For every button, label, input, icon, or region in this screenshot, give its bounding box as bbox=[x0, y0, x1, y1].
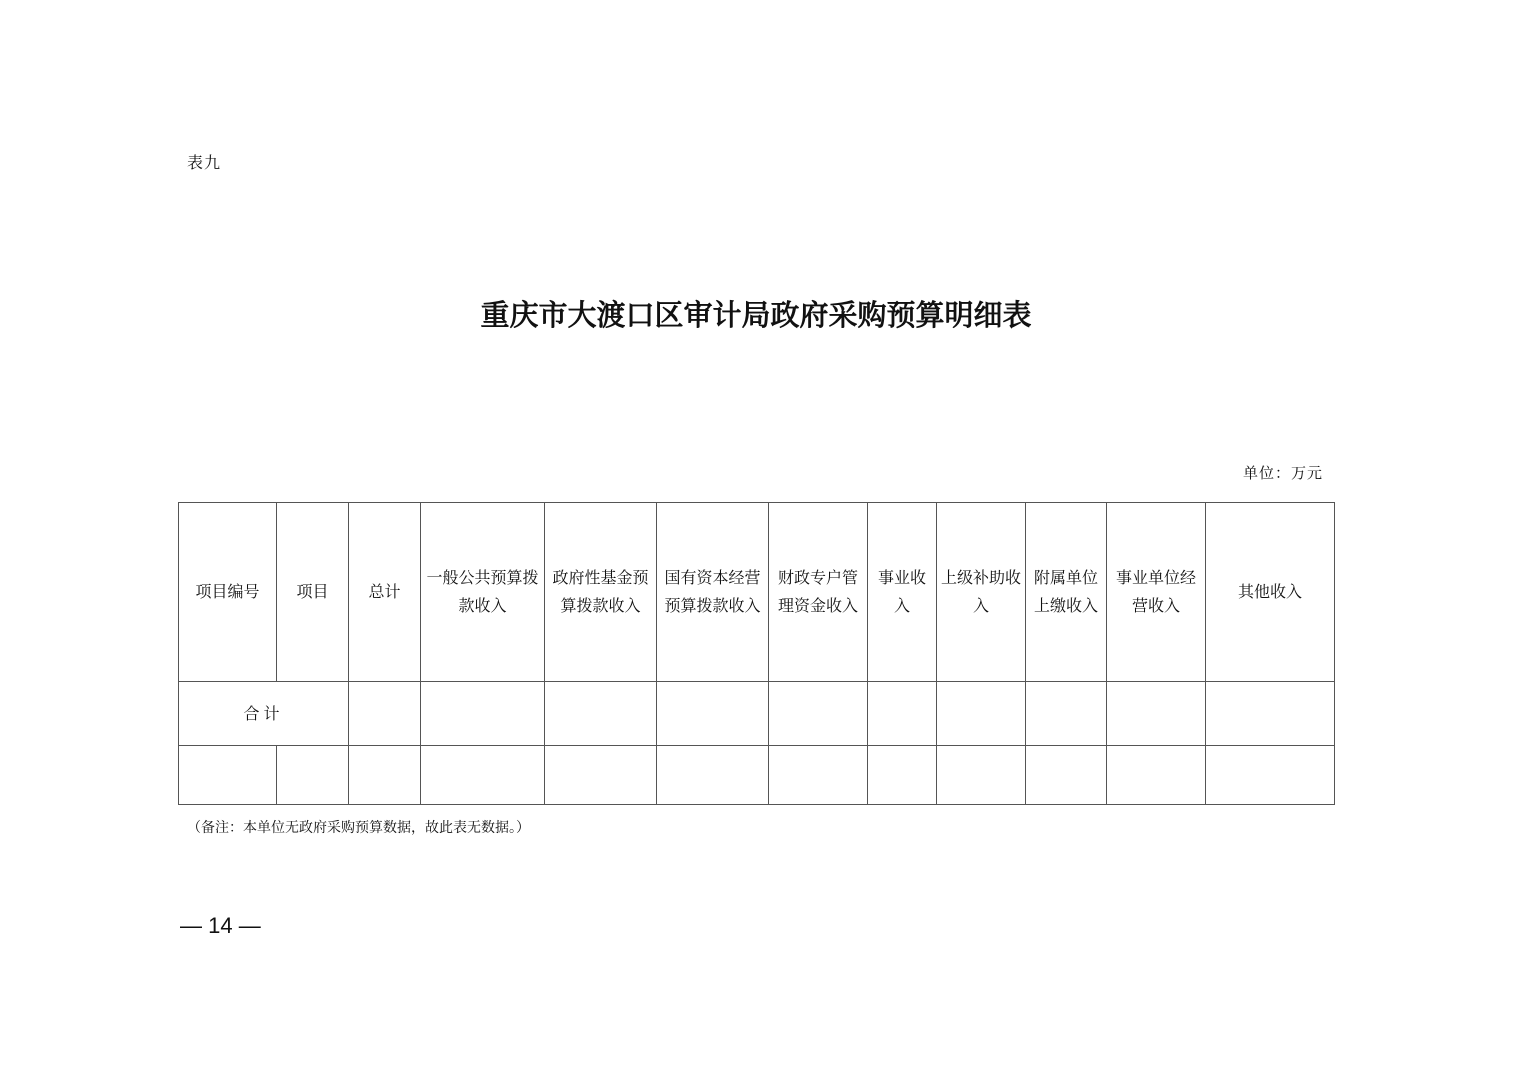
table-cell bbox=[349, 746, 421, 805]
table-remark: （备注：本单位无政府采购预算数据，故此表无数据。） bbox=[187, 820, 530, 836]
unit-label: 单位：万元 bbox=[1242, 464, 1323, 482]
table-cell bbox=[277, 746, 349, 805]
header-general-budget: 一般公共预算拨款收入 bbox=[421, 503, 545, 682]
table-cell bbox=[1107, 746, 1206, 805]
header-project: 项目 bbox=[277, 503, 349, 682]
document-title: 重庆市大渡口区审计局政府采购预算明细表 bbox=[480, 298, 1032, 332]
table-cell bbox=[937, 746, 1026, 805]
procurement-budget-table bbox=[178, 502, 1335, 805]
table-cell bbox=[1107, 682, 1206, 746]
table-cell bbox=[868, 682, 937, 746]
table-cell bbox=[769, 682, 868, 746]
table-cell bbox=[868, 746, 937, 805]
header-other-income: 其他收入 bbox=[1206, 503, 1335, 682]
table-cell bbox=[545, 682, 657, 746]
table-cell bbox=[1026, 682, 1107, 746]
table-cell bbox=[657, 746, 769, 805]
header-total: 总计 bbox=[349, 503, 421, 682]
table-cell bbox=[1206, 682, 1335, 746]
table-header-row bbox=[179, 503, 1335, 682]
header-superior-subsidy: 上级补助收入 bbox=[937, 503, 1026, 682]
table-cell bbox=[179, 746, 277, 805]
header-affiliated-unit-income: 附属单位上缴收入 bbox=[1026, 503, 1107, 682]
table-row bbox=[179, 746, 1335, 805]
table-cell bbox=[769, 746, 868, 805]
table-cell bbox=[657, 682, 769, 746]
table-cell bbox=[421, 682, 545, 746]
table-number-label: 表九 bbox=[187, 153, 222, 172]
header-state-capital-budget: 国有资本经营预算拨款收入 bbox=[657, 503, 769, 682]
header-unit-operating-income: 事业单位经营收入 bbox=[1107, 503, 1206, 682]
header-project-code: 项目编号 bbox=[179, 503, 277, 682]
table-cell bbox=[545, 746, 657, 805]
total-label-cell: 合计 bbox=[179, 682, 349, 746]
header-business-income: 事业收入 bbox=[868, 503, 937, 682]
table-cell bbox=[1206, 746, 1335, 805]
table-cell bbox=[349, 682, 421, 746]
header-fund-budget: 政府性基金预算拨款收入 bbox=[545, 503, 657, 682]
table-cell bbox=[937, 682, 1026, 746]
table-cell bbox=[421, 746, 545, 805]
page-number: — 14 — bbox=[180, 913, 261, 938]
table-cell bbox=[1026, 746, 1107, 805]
table-total-row bbox=[179, 682, 1335, 746]
header-special-account: 财政专户管理资金收入 bbox=[769, 503, 868, 682]
